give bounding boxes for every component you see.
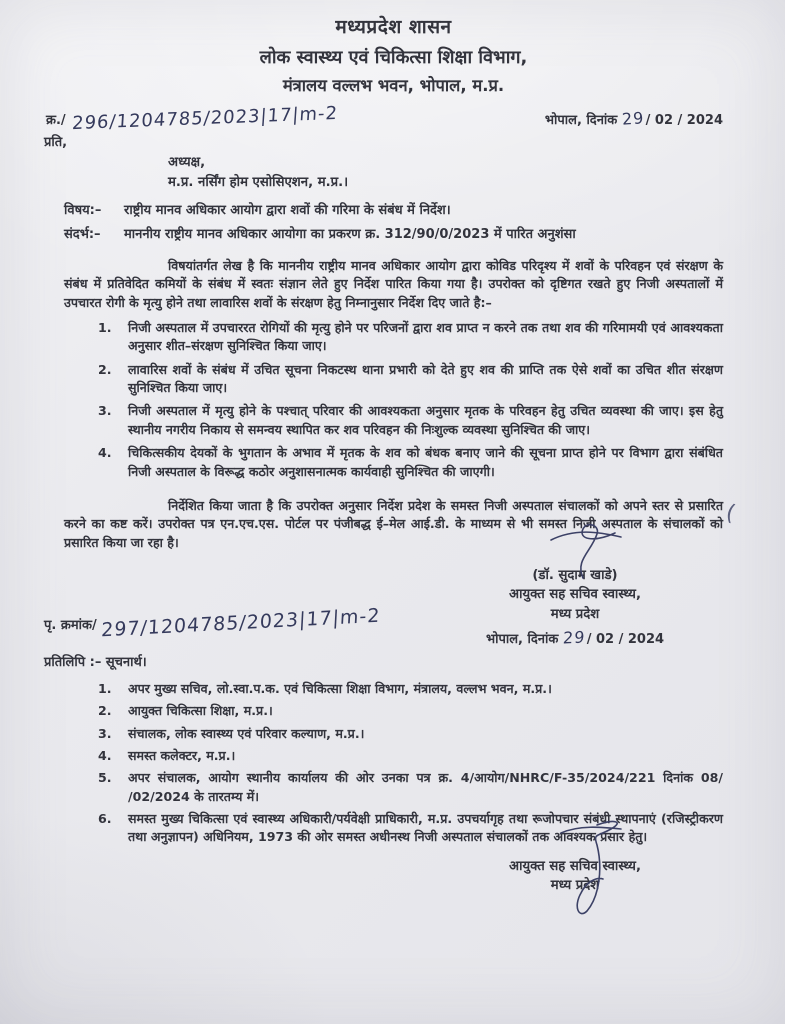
reference-text: माननीय राष्ट्रीय मानव अधिकार आयोगा का प्रकरण क्र. 312/90/0/2023 में पारित अनुशंसा [124, 226, 576, 242]
cc-text: संचालक, लोक स्वास्थ्य एवं परिवार कल्याण, म.प्र.। [128, 725, 365, 741]
cc-number: 3. [98, 725, 112, 741]
place-date-line [545, 107, 723, 131]
endorsement-line [44, 604, 381, 642]
cc-text: अपर संचालक, आयोग स्थानीय कार्यालय की ओर उनका पत्र क्र. 4/आयोग/NHRC/F-35/2024/221 दिनांक 08/ /02/2024 के तारतम्य में। [128, 770, 723, 804]
closing-paragraph: निर्देशित किया जाता है कि उपरोक्त अनुसार निर्देश प्रदेश के समस्त निजी अस्पताल संचालकों को अपने स्तर से प्रसारित करने का कष्ट करें। उपरोक्त पत्र एन.एच.एस. पोर्टल पर पंजीबद्ध ई–मेल आई.डी. के माध्यम से भी समस्त निजी अस्पताल के संचालकों को प्रसारित किया जा रहा है। [64, 497, 723, 550]
reference-line [64, 226, 723, 245]
signature-handwritten-day: 29 [562, 627, 587, 648]
salutation-to: प्रति, [44, 135, 68, 151]
letterhead [64, 14, 723, 98]
subject-line [64, 202, 723, 221]
addressee-block [44, 134, 723, 192]
place-date-label: भोपाल, दिनांक [544, 113, 618, 129]
cc-item [64, 680, 723, 698]
signature-place-date [435, 626, 715, 650]
signature-printed-date: / 02 / 2024 [586, 631, 665, 647]
footer-signature-section [64, 857, 723, 896]
directive-text: चिकित्सकीय देयकों के भुगतान के अभाव में मृतक के शव को बंधक बनाए जाने की सूचना प्राप्त होने पर विभाग द्वारा संबंधित निजी अस्पताल के विरूद्ध कठोर अनुशासनात्मक कार्यवाही सुनिश्चित की जाएगी। [128, 445, 723, 479]
signatory-region: मध्य प्रदेश [550, 606, 600, 622]
ref-label: क्र./ [46, 113, 66, 129]
signatory-title: आयुक्त सह सचिव स्वास्थ्य, [509, 587, 641, 603]
footer-signatory-block [435, 857, 715, 896]
directive-text: निजी अस्पताल में मृत्यु होने के पश्चात् परिवार की आवश्यकता अनुसार मृतक के परिवहन हेतु उचित व्यवस्था की जाए। इस हेतु स्थानीय नगरीय निकाय से समन्वय स्थापित कर शव परिवहन की निःशुल्क व्यवस्था सुनिश्चित की जाए। [128, 403, 723, 437]
cc-item [64, 769, 723, 806]
addressee-org: म.प्र. नर्सिंग होम एसोसिएशन, म.प्र.। [168, 174, 349, 190]
directive-number: 1. [98, 319, 112, 335]
cc-number: 6. [98, 811, 112, 827]
directive-item [64, 444, 723, 481]
directive-number: 2. [98, 361, 112, 377]
cc-number: 1. [98, 680, 112, 696]
cc-number: 4. [98, 747, 112, 763]
cc-list [64, 680, 723, 847]
endorsement-label: पृ. क्रमांक/ [44, 618, 97, 634]
handwritten-day: 29 [621, 108, 646, 129]
signature-section [44, 566, 723, 650]
pen-mark: ( [723, 500, 738, 527]
cc-text: समस्त कलेक्टर, म.प्र.। [128, 747, 236, 763]
reference-label: संदर्भ:– [64, 226, 101, 242]
subject-label: विषय:– [64, 202, 102, 218]
cc-item [64, 702, 723, 720]
copy-distribution-label: प्रतिलिपि :– सूचनार्थ। [44, 654, 147, 670]
footer-signatory-title: आयुक्त सह सचिव स्वास्थ्य, [509, 858, 641, 874]
reference-number-line [46, 102, 723, 135]
cc-item [64, 747, 723, 765]
handwritten-ref-number: 296/1204785/2023|17|m-2 [71, 102, 339, 135]
opening-paragraph: विषयांतर्गत लेख है कि माननीय राष्ट्रीय मानव अधिकार आयोग द्वारा कोविड परिदृश्य में शवों के परिवहन एवं संरक्षण के संबंध में प्रतिवेदित कमियों के संबंध में स्वतः संज्ञान लेते हुए निर्देश पारित किया गया है। उपरोक्त को दृष्टिगत रखते हुए निजी अस्पतालों में उपचारत रोगी के मृत्यु होने तथा लावारिस शवों के संरक्षण हेतु निम्नानुसार निर्देश दिए जाते है:– [64, 257, 723, 310]
ministry-address: मंत्रालय वल्लभ भवन, भोपाल, म.प्र. [282, 76, 505, 95]
addressee-title: अध्यक्ष, [168, 155, 206, 171]
signatory-name: (डॉ. सुदाम खाडे) [532, 568, 618, 584]
signatory-block [435, 566, 715, 650]
directive-item [64, 402, 723, 439]
signature-place-label: भोपाल, दिनांक [485, 631, 559, 647]
department-name: लोक स्वास्थ्य एवं चिकित्सा शिक्षा विभाग, [259, 46, 528, 68]
subject-text: राष्ट्रीय मानव अधिकार आयोग द्वारा शवों की गरिमा के संबंध में निर्देश। [124, 202, 451, 218]
cc-number: 5. [98, 770, 112, 786]
directive-number: 4. [98, 445, 112, 461]
directive-number: 3. [98, 403, 112, 419]
handwritten-endorsement-number: 297/1204785/2023|17|m-2 [100, 604, 381, 642]
govt-name: मध्यप्रदेश शासन [335, 16, 452, 38]
cc-text: समस्त मुख्य चिकित्सा एवं स्वास्थ्य अधिकारी/पर्यवेक्षी प्राधिकारी, म.प्र. उपचर्यागृह तथा रूजोपचार संबंधी स्थापनाएं (रजिस्ट्रीकरण तथा अनुज्ञापन) अधिनियम, 1973 की ओर समस्त अधीनस्थ निजी अस्पताल संचालकों तक आवश्यक प्रसार हेतु। [128, 811, 723, 845]
cc-item [64, 725, 723, 743]
printed-date: / 02 / 2024 [645, 113, 723, 129]
cc-item [64, 810, 723, 847]
cc-text: आयुक्त चिकित्सा शिक्षा, म.प्र.। [128, 703, 273, 719]
directive-item [64, 361, 723, 398]
cc-text: अपर मुख्य सचिव, लो.स्वा.प.क. एवं चिकित्सा शिक्षा विभाग, मंत्रालय, वल्लभ भवन, म.प्र.। [128, 680, 552, 696]
directive-text: लावारिस शवों के संबंध में उचित सूचना निकटस्थ थाना प्रभारी को देते हुए शव की प्राप्ति तक ऐसे शवों का उचित शीत संरक्षण सुनिश्चित किया जाए। [128, 361, 723, 396]
cc-number: 2. [98, 703, 112, 719]
directive-item [64, 319, 723, 356]
directive-text: निजी अस्पताल में उपचाररत रोगियों की मृत्यु होने पर परिजनों द्वारा शव प्राप्त न करने तक तथा शव की गरिमामयी एवं आवश्यकता अनुसार शीत–संरक्षण सुनिश्चित किया जाए। [128, 319, 723, 354]
directives-list [64, 319, 723, 481]
footer-signatory-region: मध्य प्रदेश [550, 878, 600, 894]
